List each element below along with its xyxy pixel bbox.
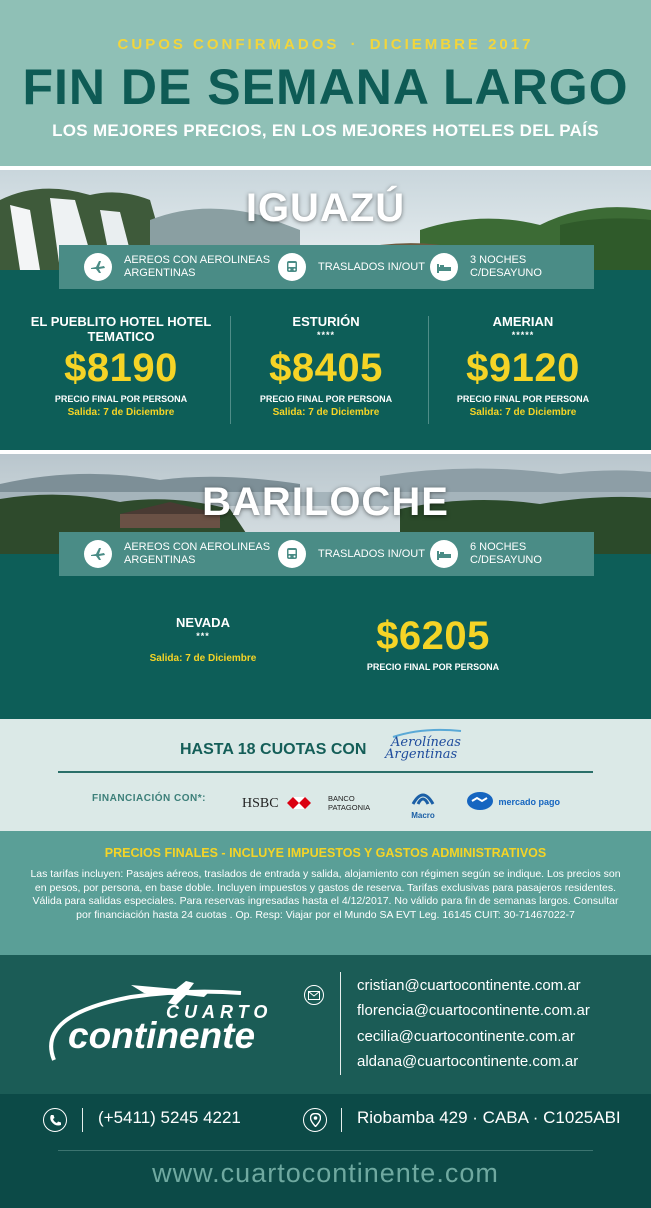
divider (58, 771, 593, 773)
feature-flights (59, 245, 278, 289)
column-divider (230, 316, 231, 424)
feature-text: 6 NOCHES C/DESAYUNO (470, 541, 542, 566)
plane-icon (84, 253, 112, 281)
aerolineas-logo (383, 727, 463, 763)
departure-date: Salida: 7 de Diciembre (149, 653, 257, 664)
feature-text: TRASLADOS IN/OUT (318, 260, 425, 273)
financing-label: FINANCIACIÓN CON*: (92, 793, 206, 804)
bed-icon (430, 253, 458, 281)
bus-icon (278, 253, 306, 281)
bank-name: BANCO PATAGONIA (328, 794, 371, 812)
macro-emblem-icon (411, 788, 435, 806)
feature-text: TRASLADOS IN/OUT (318, 547, 425, 560)
installments-text: HASTA 18 CUOTAS CON (180, 741, 367, 758)
hotel-card (430, 314, 616, 420)
patagonia-logo (328, 795, 378, 812)
bank-name: HSBC (242, 796, 279, 811)
column-divider (428, 316, 429, 424)
legal-text: Las tarifas incluyen: Pasajes aéreos, traslados de entrada y salida, alojamiento con régimen según se indique. Los precios son en pesos, por persona, en base doble. Incluyen impuestos y gastos de reserva. Tarifas exclusivas para pasajeros residentes. Válida para salidas especiales. Para reservas ingresadas hasta el 4/12/2017. No válido para fin de semanas largos. Consultar por financiación hasta 24 cuotas . Op. Resp: Viajar por el Mundo SA EVT Leg. 16145 CUIT: 30-71467022-7 (30, 868, 621, 921)
brand-logo[interactable] (36, 975, 276, 1070)
feature-nights (430, 245, 590, 289)
kicker-left: CUPOS CONFIRMADOS (117, 36, 340, 53)
footer-divider (82, 1108, 83, 1132)
airline-line1: Aerolíneas (391, 735, 461, 750)
mercadopago-logo (466, 791, 560, 811)
plane-icon (84, 540, 112, 568)
hotel-stars: *** (196, 631, 210, 641)
divider (58, 1150, 593, 1151)
hotel-name: EL PUEBLITO HOTEL HOTEL TEMATICO (30, 314, 212, 344)
price-card (340, 612, 526, 674)
departure-date: Salida: 7 de Diciembre (469, 407, 577, 418)
legal-title: PRECIOS FINALES - INCLUYE IMPUESTOS Y GASTOS ADMINISTRATIVOS (104, 846, 547, 860)
macro-logo (406, 788, 440, 820)
address: Riobamba 429 · CABA · C1025ABI (357, 1108, 621, 1127)
phone-icon (43, 1108, 67, 1132)
bariloche-features (59, 532, 594, 576)
mail-icon (304, 985, 324, 1005)
bed-icon (430, 540, 458, 568)
hotel-card (233, 314, 419, 420)
hotel-stars: ***** (511, 330, 535, 340)
feature-nights (430, 532, 590, 576)
email-link[interactable]: cristian@cuartocontinente.com.ar (357, 977, 581, 994)
kicker-date: DICIEMBRE 2017 (369, 36, 534, 53)
feature-text: 3 NOCHES C/DESAYUNO (470, 254, 542, 279)
bus-icon (278, 540, 306, 568)
airline-line2: Argentinas (385, 747, 458, 762)
brand-top-text: CUARTO (166, 1002, 273, 1022)
feature-text: AEREOS CON AEROLINEAS ARGENTINAS (124, 254, 271, 279)
hsbc-logo (242, 794, 311, 812)
hotel-price: $6205 (376, 614, 490, 658)
bank-name: mercado pago (498, 797, 560, 808)
feature-flights (59, 532, 278, 576)
website-link[interactable]: www.cuartocontinente.com (152, 1158, 499, 1188)
departure-date: Salida: 7 de Diciembre (272, 407, 380, 418)
hotel-name: NEVADA (176, 615, 230, 630)
hotel-name: ESTURIÓN (292, 314, 360, 329)
hotel-price: $9120 (466, 346, 580, 390)
destination-bariloche: BARILOCHE (202, 480, 449, 524)
hotel-stars: **** (316, 330, 335, 340)
price-note: PRECIO FINAL POR PERSONA (259, 394, 393, 404)
price-note: PRECIO FINAL POR PERSONA (366, 662, 500, 672)
price-note: PRECIO FINAL POR PERSONA (456, 394, 590, 404)
email-link[interactable]: aldana@cuartocontinente.com.ar (357, 1053, 579, 1070)
destination-iguazu: IGUAZÚ (245, 186, 406, 230)
hotel-price: $8405 (269, 346, 383, 390)
price-note: PRECIO FINAL POR PERSONA (54, 394, 188, 404)
bank-name: Macro (411, 811, 435, 820)
financing-section (0, 719, 651, 831)
location-pin-icon (303, 1108, 327, 1132)
legal-section (0, 831, 651, 955)
brand-bottom-text: continente (68, 1015, 256, 1056)
kicker-separator: · (350, 36, 359, 53)
iguazu-features (59, 245, 594, 289)
hsbc-hexagon-icon (287, 797, 311, 809)
mercadopago-handshake-icon (466, 791, 494, 811)
email-link[interactable]: florencia@cuartocontinente.com.ar (357, 1002, 590, 1019)
departure-date: Salida: 7 de Diciembre (67, 407, 175, 418)
feature-transfers (278, 532, 430, 576)
feature-text: AEREOS CON AEROLINEAS ARGENTINAS (124, 541, 271, 566)
kicker (0, 36, 651, 53)
page-title: FIN DE SEMANA LARGO (22, 59, 629, 115)
header (0, 0, 651, 166)
contact-divider (340, 972, 341, 1075)
email-link[interactable]: cecilia@cuartocontinente.com.ar (357, 1028, 575, 1045)
hotel-card (110, 615, 296, 666)
hotel-name: AMERIAN (492, 314, 554, 329)
hotel-card (28, 314, 214, 420)
feature-transfers (278, 245, 430, 289)
footer-divider (341, 1108, 342, 1132)
page-subtitle: LOS MEJORES PRECIOS, EN LOS MEJORES HOTELES DEL PAÍS (52, 121, 599, 140)
bariloche-panel (0, 554, 651, 719)
phone-number[interactable]: (+5411) 5245 4221 (98, 1108, 241, 1127)
hotel-price: $8190 (64, 346, 178, 390)
